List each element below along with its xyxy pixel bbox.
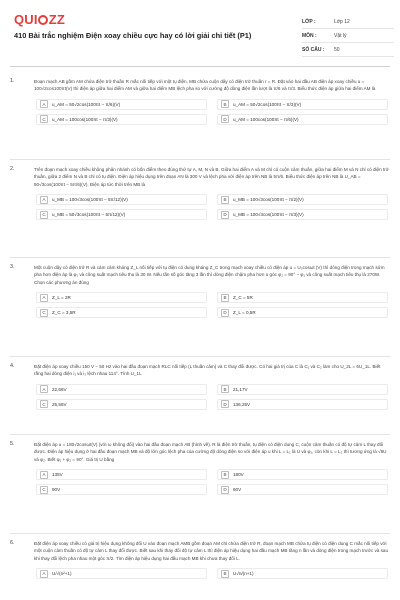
question-divider [10,533,390,534]
options-list [36,292,388,318]
meta-class-row [302,15,394,29]
subject-value: Vật lý [334,32,347,39]
option-text: U/√(n²+1) [52,571,72,577]
option-letter: B [221,385,229,393]
question-text: Đặt điện áp xoay chiều có giá trị hiệu dụng không đổi U vào đoạn mạch AMB gồm đoạn AM chỉ chứa điện trở R, đoạn mạch MB chứa tụ điện có điện dung C mắc nối tiếp với một cuộn cảm thuần có độ tự cảm L thay đổi được. Biết sau khi thay đổi độ tự cảm L thì điện áp hiệu dụng hai đầu mạch MB tăng n lần và dòng điện trong mạch trước và sau khi thay đổi lệch pha nhau một góc π/2. Tìm điện áp hiệu dụng hai đầu mạch MB khi chưa thay đổi L. [34,541,389,561]
question-divider [10,434,390,435]
options-list [36,194,388,220]
question-text: Đặt điện áp u = 180√2cosωt(V) (với ω không đổi) vào hai đầu đoạn mạch AB (hình vẽ). R là điện trở thuần, tụ điện có điện dung C, cuộn cảm thuần có độ tự cảm L thay đổi được. Điện áp hiệu dụng ở hai đầu đoạn mạch MB và độ lớn góc lệch pha của cường độ dòng điện so với điện áp u khi L = L₁ là U và φ₁, còn khi L = L₂ thì tương ứng là √8U và φ₂. Biết φ₁ + φ₂ = 90°. Giá trị U bằng [34,442,387,462]
option-letter: D [221,486,229,494]
option-c[interactable] [36,484,207,495]
option-letter: B [221,100,229,108]
option-a[interactable] [36,469,207,480]
option-c[interactable] [36,307,207,318]
option-letter: C [40,211,48,219]
question-number: 4. [10,363,15,369]
question-text: Một cuộn dây có điện trở R và cảm cảm kháng Z_L nối tiếp với tụ điện có dung kháng Z_C trong mạch xoay chiều có điện áp u = U₀cosωt (V) thì dòng điện trong mạch sớm pha hơn điện áp là φ₁ và công suất mạch tiêu thụ là 30 W. Nếu tần số góc tăng 3 lần thì dòng điện chậm pha hơn u góc φ₂ = 90° − φ₁ và công suất mạch tiêu thụ là 270W. Chọn các phương án đúng [34,265,385,285]
option-letter: B [221,196,229,204]
question-count-value: 50 [334,46,340,53]
option-letter: A [40,196,48,204]
option-letter: B [221,570,229,578]
header [0,0,400,66]
option-text: Z_C = 3,5R [52,310,76,316]
option-b[interactable] [217,292,388,303]
option-letter: A [40,294,48,302]
option-a[interactable] [36,384,207,395]
option-a[interactable] [36,292,207,303]
question-5 [8,441,392,495]
option-letter: C [40,309,48,317]
meta-subject-row [302,29,394,43]
question-text: Trên đoạn mạch xoay chiều không phân nhánh có bốn điểm theo đúng thứ tự A, M, N và B. Giữa hai điểm A và M chỉ có cuộn cảm thuần, giữa hai điểm M và N chỉ có điện trở thuần, giữa 2 điểm N và B chỉ có tụ điện. Điện áp hiệu dụng trên đoạn AN là 300 V và lệch pha với điện áp trên NB là 5π/6. Biểu thức điện áp trên NB là U_AB = 50√3cos(100πt − 5π/6)(V). Điện áp tức thời trên MB là [34,167,389,187]
options-list [36,568,388,579]
logo-text-end: ZZ [48,12,66,27]
option-d[interactable] [217,484,388,495]
question-text: Đặt điện áp xoay chiều 150 V − 50 Hz vào hai đầu đoạn mạch RLC nối tiếp (L thuần cảm) và C thay đổi được. Có hai giá trị của C là C₁ và C₂ làm cho U_2L = 6U_1L. Biết rằng hai dòng điện i₁ và i₂ lệch nhau 114°. Tính U_1L [34,364,381,377]
option-text: u_AM = 50√2cos(100πt − π/3)(V) [233,101,302,107]
question-divider [10,257,390,258]
question-6 [8,540,392,579]
option-b[interactable] [217,194,388,205]
option-text: u_AM = 100cos(100πt − π/3)(V) [52,116,118,122]
option-letter: D [221,211,229,219]
option-letter: C [40,400,48,408]
option-text: Z_L = 2R [52,295,71,301]
question-2 [8,166,392,220]
question-number: 3. [10,264,15,270]
option-letter: C [40,115,48,123]
option-letter: A [40,471,48,479]
option-text: u_AM = 50√2cos(100πt − π/6)(V) [52,101,121,107]
option-text: u_MB = 50√3cos(100πt − 5π/12)(V) [52,212,126,218]
option-letter: B [221,294,229,302]
option-text: u_MB = 100√3cos(100πt − π/3)(V) [233,212,304,218]
question-number: 5. [10,441,15,447]
option-text: 135V [52,472,63,478]
option-a[interactable] [36,568,207,579]
option-letter: D [221,400,229,408]
option-d[interactable] [217,307,388,318]
subject-label: MÔN : [302,32,317,39]
question-4 [8,363,392,410]
header-divider [10,66,390,67]
option-text: 22,66V [52,386,67,392]
options-list [36,469,388,495]
logo-ring-icon [38,15,48,25]
question-1 [8,78,392,125]
option-text: u_MB = 100√3cos(100πt − π/2)(V) [233,197,304,203]
option-text: Z_C = 5R [233,295,253,301]
option-text: 136,25V [233,401,251,407]
option-letter: A [40,570,48,578]
option-letter: D [221,115,229,123]
option-c[interactable] [36,114,207,125]
option-text: 60V [233,487,242,493]
option-a[interactable] [36,194,207,205]
option-text: 21,17V [233,386,248,392]
option-text: 25,56V [52,401,67,407]
option-text: U√n/(n+1) [233,571,254,577]
question-divider [10,159,390,160]
question-count-label: SỐ CÂU : [302,46,325,53]
question-number: 6. [10,540,15,546]
logo-text-start: QUI [14,12,38,27]
option-letter: C [40,486,48,494]
option-d[interactable] [217,399,388,410]
option-c[interactable] [36,209,207,220]
page-title: 410 Bài trắc nghiệm Điện xoay chiều cực hay có lời giải chi tiết (P1) [14,31,252,40]
class-label: LỚP : [302,18,316,25]
options-list [36,99,388,125]
option-text: Z_L = 0,5R [233,310,256,316]
question-divider [10,356,390,357]
option-b[interactable] [217,469,388,480]
meta-info-panel [302,15,394,57]
option-b[interactable] [217,99,388,110]
option-text: 180V [233,472,244,478]
option-b[interactable] [217,384,388,395]
question-number: 2. [10,166,15,172]
option-c[interactable] [36,399,207,410]
class-value: Lớp 12 [334,18,350,25]
question-number: 1. [10,78,15,84]
option-letter: A [40,100,48,108]
option-b[interactable] [217,568,388,579]
options-list [36,384,388,410]
option-text: 90V [52,487,61,493]
quizizz-logo [14,12,65,27]
option-d[interactable] [217,209,388,220]
option-d[interactable] [217,114,388,125]
option-text: u_AM = 100cos(100πt − π/6)(V) [233,116,299,122]
option-letter: B [221,471,229,479]
option-a[interactable] [36,99,207,110]
question-3 [8,264,392,318]
question-text: Đoạn mạch AB gồm AM chứa điện trở thuần R mắc nối tiếp với một tụ điện, MB chứa cuộn dây có điện trở thuần r = R. Đặt vào hai đầu AB điện áp xoay chiều u = 100√2cos100πt(V) thì điện áp giữa hai điểm AM và giữa hai điểm MB lệch pha so với cường độ dòng điện lần lượt là π/6 và π/3. Biểu thức điện áp giữa hai điểm AM là [34,79,376,92]
option-letter: A [40,385,48,393]
meta-count-row [302,43,394,57]
option-letter: D [221,309,229,317]
option-text: u_MB = 100√3cos(100πt − 5π/12)(V) [52,197,128,203]
